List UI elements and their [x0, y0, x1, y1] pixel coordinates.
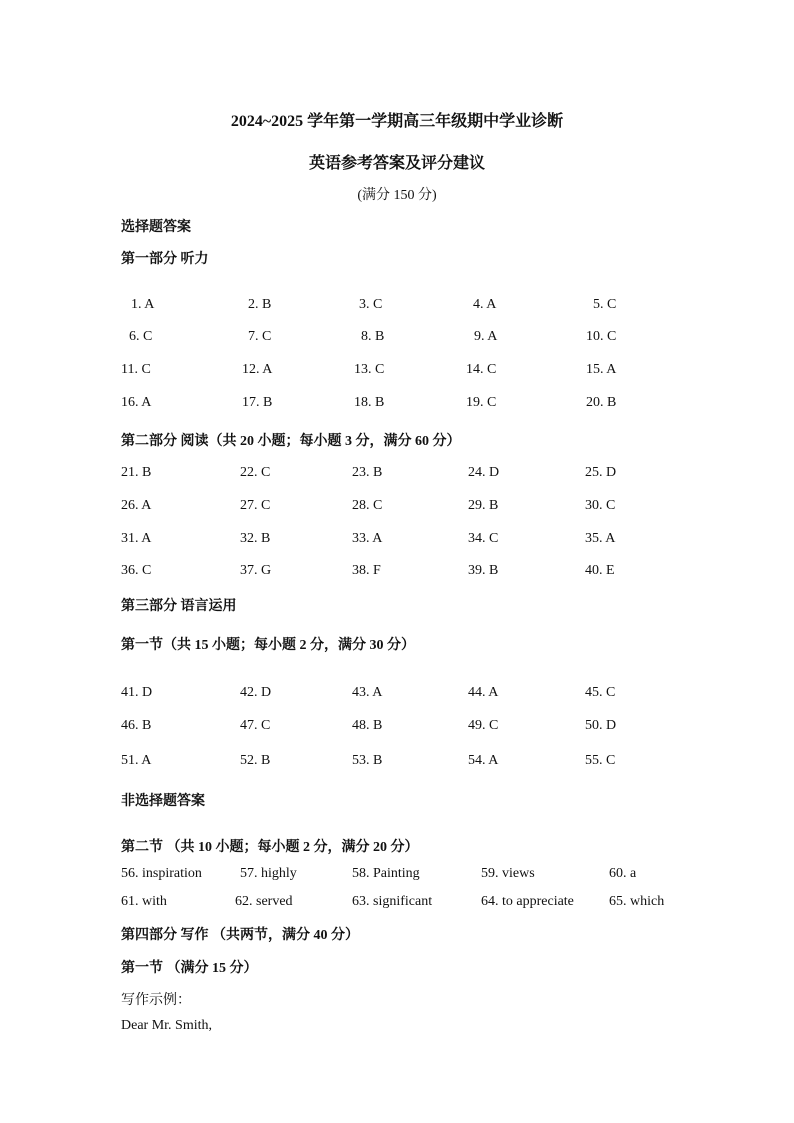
answer-item: 52. B: [240, 753, 271, 768]
part3-heading: 第三部分 语言运用: [121, 599, 237, 614]
answer-item: 57. highly: [240, 866, 297, 881]
answer-item: 31. A: [121, 531, 152, 546]
answer-item: 51. A: [121, 753, 152, 768]
answer-item: 63. significant: [352, 894, 433, 909]
answer-item: 8. B: [361, 329, 385, 344]
answer-item: 58. Painting: [352, 866, 420, 881]
answer-item: 10. C: [586, 329, 617, 344]
answer-item: 1. A: [131, 297, 155, 312]
answer-item: 56. inspiration: [121, 866, 202, 881]
answer-item: 26. A: [121, 498, 152, 513]
answer-item: 36. C: [121, 563, 152, 578]
answer-item: 42. D: [240, 685, 272, 700]
answer-item: 64. to appreciate: [481, 894, 574, 909]
answer-item: 34. C: [468, 531, 499, 546]
answer-item: 13. C: [354, 362, 385, 377]
part2-heading: 第二部分 阅读（共 20 小题；每小题 3 分，满分 60 分）: [121, 434, 461, 449]
answer-item: 19. C: [466, 395, 497, 410]
answer-item: 14. C: [466, 362, 497, 377]
answer-item: 54. A: [468, 753, 499, 768]
answer-item: 24. D: [468, 465, 500, 480]
part1-heading: 第一部分 听力: [121, 252, 209, 267]
answer-item: 11. C: [121, 362, 151, 377]
answer-item: 43. A: [352, 685, 383, 700]
answer-item: 47. C: [240, 718, 271, 733]
answer-item: 30. C: [585, 498, 616, 513]
answer-item: 39. B: [468, 563, 499, 578]
answer-item: 59. views: [481, 866, 535, 881]
answer-item: 32. B: [240, 531, 271, 546]
answer-item: 23. B: [352, 465, 383, 480]
answer-item: 7. C: [248, 329, 272, 344]
section-choice-heading: 选择题答案: [121, 220, 191, 235]
answer-item: 29. B: [468, 498, 499, 513]
part3-section2-heading: 第二节 （共 10 小题；每小题 2 分，满分 20 分）: [121, 840, 419, 855]
answer-item: 16. A: [121, 395, 152, 410]
answer-item: 27. C: [240, 498, 271, 513]
answer-item: 22. C: [240, 465, 271, 480]
answer-item: 49. C: [468, 718, 499, 733]
part4-section1-heading: 第一节 （满分 15 分）: [121, 961, 258, 976]
answer-item: 55. C: [585, 753, 616, 768]
answer-item: 21. B: [121, 465, 152, 480]
part3-section1-heading: 第一节（共 15 小题；每小题 2 分，满分 30 分）: [121, 638, 415, 653]
answer-item: 6. C: [129, 329, 153, 344]
full-score: (满分 150 分): [357, 188, 437, 203]
answer-item: 5. C: [593, 297, 617, 312]
answer-item: 48. B: [352, 718, 383, 733]
answer-item: 17. B: [242, 395, 273, 410]
answer-item: 46. B: [121, 718, 152, 733]
answer-item: 25. D: [585, 465, 617, 480]
answer-item: 65. which: [609, 894, 665, 909]
answer-item: 18. B: [354, 395, 385, 410]
answer-item: 41. D: [121, 685, 153, 700]
answer-item: 44. A: [468, 685, 499, 700]
answer-item: 28. C: [352, 498, 383, 513]
answer-item: 38. F: [352, 563, 381, 578]
answer-item: 9. A: [474, 329, 498, 344]
letter-salutation: Dear Mr. Smith,: [121, 1018, 212, 1033]
answer-item: 20. B: [586, 395, 617, 410]
section-nonchoice-heading: 非选择题答案: [121, 794, 205, 809]
answer-item: 40. E: [585, 563, 615, 578]
answer-item: 62. served: [235, 894, 293, 909]
answer-item: 61. with: [121, 894, 167, 909]
page-title: 2024~2025 学年第一学期高三年级期中学业诊断: [230, 113, 564, 130]
answer-item: 45. C: [585, 685, 616, 700]
answer-item: 35. A: [585, 531, 616, 546]
answer-item: 12. A: [242, 362, 273, 377]
answer-item: 15. A: [586, 362, 617, 377]
page-subtitle: 英语参考答案及评分建议: [308, 155, 485, 172]
part4-heading: 第四部分 写作 （共两节，满分 40 分）: [121, 928, 359, 943]
answer-item: 2. B: [248, 297, 272, 312]
answer-item: 4. A: [473, 297, 497, 312]
answer-item: 60. a: [609, 866, 637, 881]
answer-item: 37. G: [240, 563, 272, 578]
answer-item: 33. A: [352, 531, 383, 546]
answer-item: 50. D: [585, 718, 617, 733]
writing-sample-label: 写作示例：: [121, 993, 191, 1008]
answer-item: 3. C: [359, 297, 383, 312]
answer-item: 53. B: [352, 753, 383, 768]
